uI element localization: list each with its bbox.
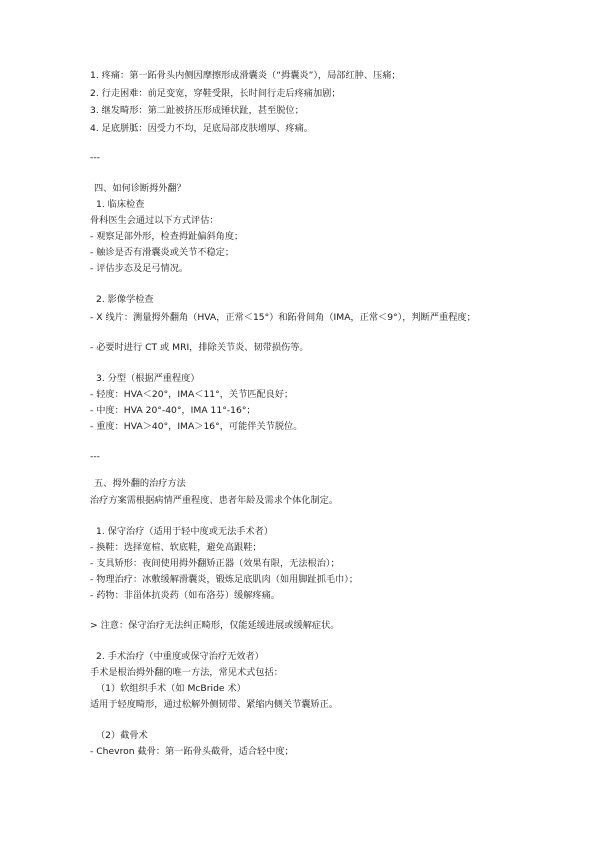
list-item: - 支具矫形：夜间使用拇外翻矫正器（效果有限，无法根治）； — [90, 558, 340, 569]
list-item: - 中度：HVA 20°-40°，IMA 11°-16°； — [90, 405, 256, 416]
list-item: - 重度：HVA＞40°，IMA＞16°，可能伴关节脱位。 — [90, 421, 303, 432]
subsection-conservative: 1. 保守治疗（适用于轻中度或无法手术者） — [96, 526, 274, 537]
list-item: - X 线片：测量拇外翻角（HVA，正常＜15°）和跖骨间角（IMA，正常＜9°），判断严重程度； — [90, 312, 476, 323]
note: > 注意：保守治疗无法纠正畸形，仅能延缓进展或缓解症状。 — [90, 620, 340, 631]
list-item: - Chevron 截骨：第一跖骨头截骨，适合轻中度； — [90, 746, 294, 757]
section-title-treatment: 五、拇外翻的治疗方法 — [94, 478, 186, 489]
list-item: - 触诊是否有滑囊炎或关节不稳定； — [90, 247, 235, 258]
divider: --- — [90, 451, 100, 462]
list-item: - 评估步态及足弓情况。 — [90, 263, 189, 274]
list-item: - 换鞋：选择宽楦、软底鞋，避免高跟鞋； — [90, 542, 262, 553]
symptom-pain: 1. 疼痛：第一跖骨头内侧因摩擦形成滑囊炎（“拇囊炎”），局部红肿、压痛； — [90, 70, 401, 81]
symptom-callus: 4. 足底胼胝：因受力不均，足底局部皮肤增厚、疼痛。 — [90, 123, 313, 134]
list-item: - 必要时进行 CT 或 MRI，排除关节炎、韧带损伤等。 — [90, 342, 309, 353]
subsection-surgery: 2. 手术治疗（中重度或保守治疗无效者） — [96, 651, 264, 662]
subsection-imaging: 2. 影像学检查 — [96, 294, 154, 305]
subsubsection-osteotomy: （2）截骨术 — [96, 730, 148, 741]
paragraph: 治疗方案需根据病情严重程度、患者年龄及需求个体化制定。 — [90, 495, 339, 506]
subsubsection-soft-tissue: （1）软组织手术（如 McBride 术） — [96, 683, 246, 694]
subsection-classification: 3. 分型（根据严重程度） — [96, 373, 200, 384]
list-item: - 药物：非甾体抗炎药（如布洛芬）缓解疼痛。 — [90, 590, 280, 601]
section-title-diagnosis: 四、如何诊断拇外翻？ — [94, 183, 186, 194]
symptom-deformity: 3. 继发畸形：第二趾被挤压形成锤状趾，甚至脱位； — [90, 105, 304, 116]
symptom-walking: 2. 行走困难：前足变宽，穿鞋受限，长时间行走后疼痛加剧； — [90, 88, 341, 99]
subsection-clinical-exam: 1. 临床检查 — [96, 199, 145, 210]
paragraph: 骨科医生会通过以下方式评估： — [90, 215, 219, 226]
list-item: - 轻度：HVA＜20°，IMA＜11°，关节匹配良好； — [90, 389, 294, 400]
paragraph: 手术是根治拇外翻的唯一方法，常见术式包括： — [90, 667, 283, 678]
divider: --- — [90, 152, 100, 163]
paragraph: 适用于轻度畸形，通过松解外侧韧带、紧缩内侧关节囊矫正。 — [90, 699, 339, 710]
list-item: - 物理治疗：冰敷缓解滑囊炎，锻炼足底肌肉（如用脚趾抓毛巾）； — [90, 574, 359, 585]
list-item: - 观察足部外形，检查拇趾偏斜角度； — [90, 231, 244, 242]
